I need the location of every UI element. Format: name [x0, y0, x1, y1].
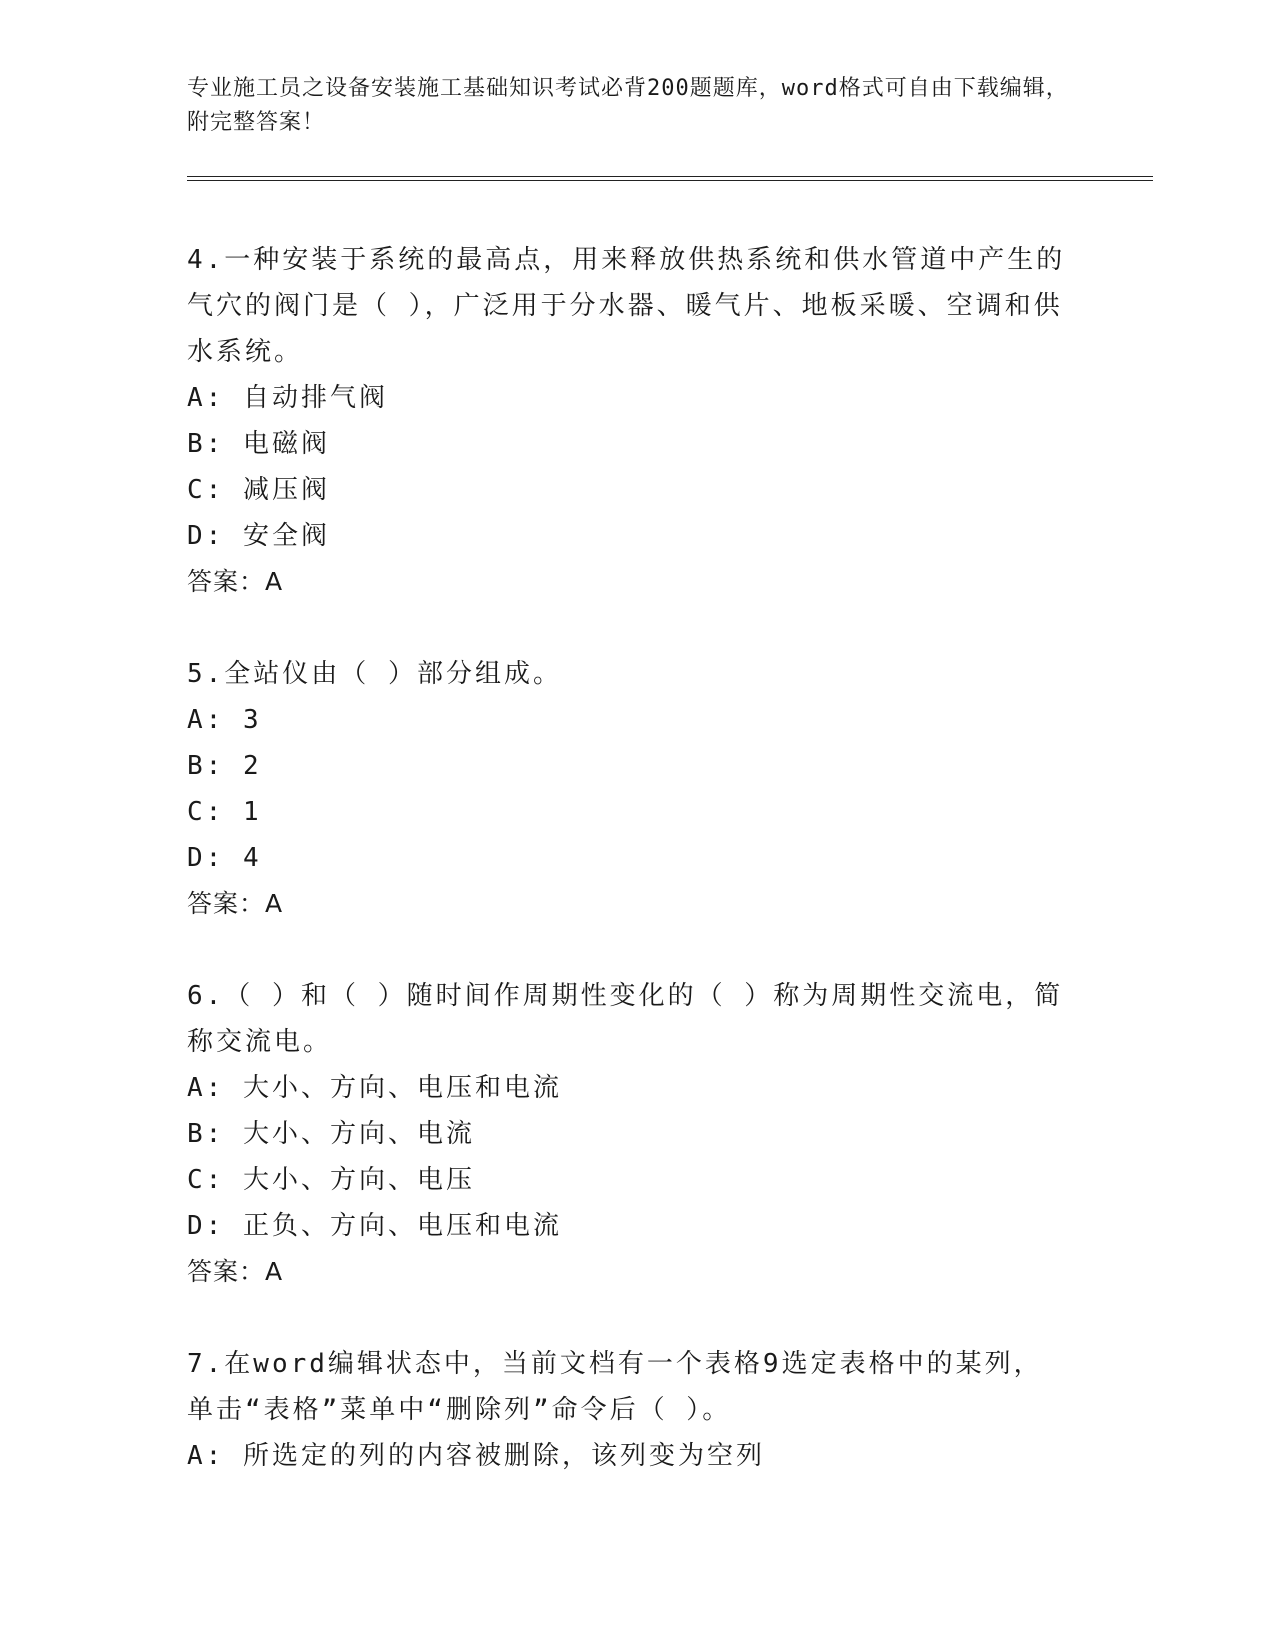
question-list	[187, 237, 1067, 1525]
option-d: D: 安全阀	[187, 521, 330, 551]
option-c: C: 大小、方向、电压	[187, 1165, 475, 1195]
question-6	[187, 973, 1067, 1295]
option-b: B: 大小、方向、电流	[187, 1119, 475, 1149]
option-d: D: 正负、方向、电压和电流	[187, 1211, 562, 1241]
option-b: B: 电磁阀	[187, 429, 330, 459]
answer: 答案：A	[187, 889, 284, 918]
option-a: A: 3	[187, 705, 262, 735]
option-b: B: 2	[187, 751, 262, 781]
option-a: A: 所选定的列的内容被删除，该列变为空列	[187, 1441, 765, 1471]
option-a: A: 自动排气阀	[187, 383, 388, 413]
option-d: D: 4	[187, 843, 262, 873]
option-a: A: 大小、方向、电压和电流	[187, 1073, 562, 1103]
answer: 答案：A	[187, 567, 284, 596]
question-stem: 5.全站仪由（ ）部分组成。	[187, 659, 562, 689]
question-stem: 4.一种安装于系统的最高点，用来释放供热系统和供水管道中产生的气穴的阀门是（ ），广泛用于分水器、暖气片、地板采暖、空调和供水系统。	[187, 245, 1066, 367]
document-header: 专业施工员之设备安装施工基础知识考试必背200题题库，word格式可自由下载编辑，附完整答案！	[187, 76, 1069, 135]
question-4	[187, 237, 1067, 605]
option-c: C: 1	[187, 797, 262, 827]
question-7	[187, 1341, 1067, 1479]
option-c: C: 减压阀	[187, 475, 330, 505]
header-divider	[187, 176, 1153, 181]
question-5	[187, 651, 1067, 927]
question-stem: 6.（ ）和（ ）随时间作周期性变化的（ ）称为周期性交流电，简称交流电。	[187, 981, 1064, 1057]
question-stem: 7.在word编辑状态中，当前文档有一个表格9选定表格中的某列，单击“表格”菜单中“删除列”命令后（ ）。	[187, 1349, 1043, 1425]
answer: 答案：A	[187, 1257, 284, 1286]
